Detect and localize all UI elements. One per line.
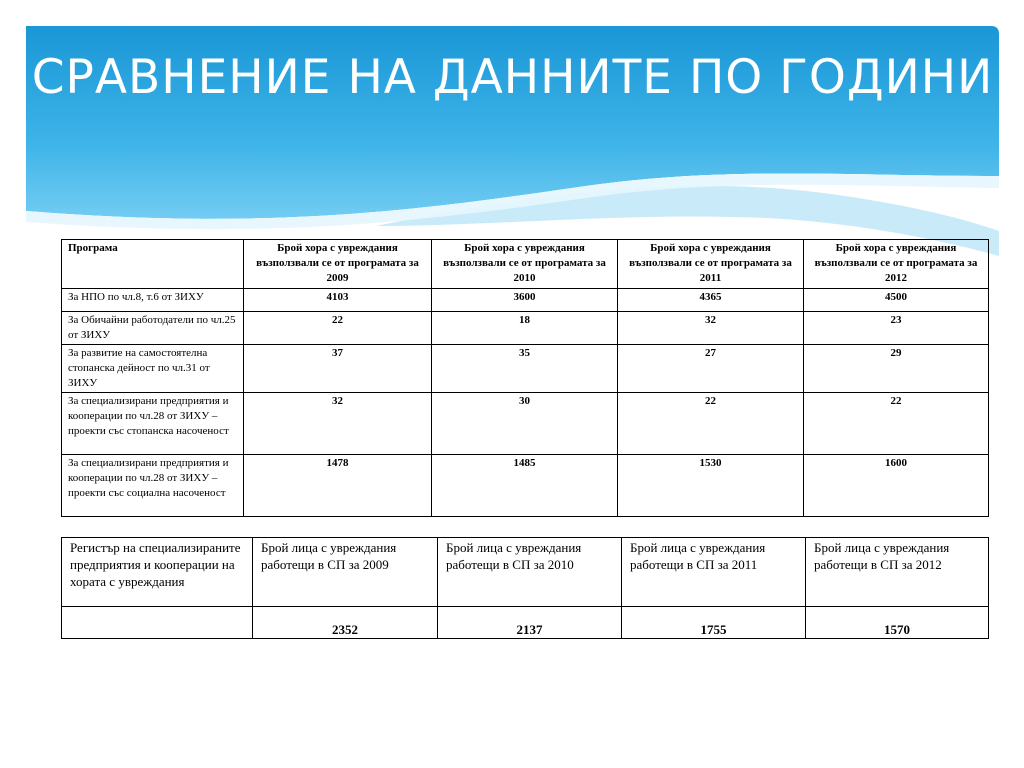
header-2011: Брой лица с увреждания работещи в СП за 2011: [622, 538, 806, 607]
value-2010: 18: [432, 312, 618, 345]
header-2009: Брой лица с увреждания работещи в СП за 2009: [253, 538, 438, 607]
program-name: За развитие на самостоятелна стопанска дейност по чл.31 от ЗИХУ: [62, 345, 244, 393]
program-name: За специализирани предприятия и кооперации по чл.28 от ЗИХУ – проекти със социална насоченост: [62, 455, 244, 517]
header-register: Регистър на специализираните предприятия и кооперации на хората с увреждания: [62, 538, 253, 607]
table-row: [62, 289, 989, 312]
value-2009: 22: [244, 312, 432, 345]
value-2012: 1600: [804, 455, 989, 517]
value-2010: 30: [432, 393, 618, 455]
value-2012: 1570: [806, 607, 989, 639]
slide-title: СРАВНЕНИЕ НА ДАННИТЕ ПО ГОДИНИ: [31, 50, 994, 105]
header-2012: Брой хора с увреждания възползвали се от програмата за 2012: [804, 240, 989, 289]
value-2011: 27: [618, 345, 804, 393]
header-2010: Брой хора с увреждания възползвали се от програмата за 2010: [432, 240, 618, 289]
header-2010: Брой лица с увреждания работещи в СП за 2010: [438, 538, 622, 607]
value-2012: 23: [804, 312, 989, 345]
value-2011: 1530: [618, 455, 804, 517]
program-name: За НПО по чл.8, т.6 от ЗИХУ: [62, 289, 244, 312]
table-row: [62, 455, 989, 517]
value-2009: 37: [244, 345, 432, 393]
value-2011: 4365: [618, 289, 804, 312]
value-empty: [62, 607, 253, 639]
value-2012: 4500: [804, 289, 989, 312]
value-2011: 32: [618, 312, 804, 345]
slide-header: [26, 26, 999, 256]
header-2009: Брой хора с увреждания възползвали се от програмата за 2009: [244, 240, 432, 289]
value-2009: 2352: [253, 607, 438, 639]
header-program: Програма: [62, 240, 244, 289]
value-2009: 4103: [244, 289, 432, 312]
value-2010: 1485: [432, 455, 618, 517]
table-row: [62, 393, 989, 455]
program-name: За Обичайни работодатели по чл.25 от ЗИХУ: [62, 312, 244, 345]
value-2009: 1478: [244, 455, 432, 517]
program-comparison-table: [61, 239, 989, 517]
table-header-row: [62, 538, 989, 607]
value-2009: 32: [244, 393, 432, 455]
value-2012: 22: [804, 393, 989, 455]
table-row: [62, 345, 989, 393]
table-header-row: [62, 240, 989, 289]
program-name: За специализирани предприятия и кооперации по чл.28 от ЗИХУ – проекти със стопанска насоченост: [62, 393, 244, 455]
value-2010: 2137: [438, 607, 622, 639]
value-2010: 3600: [432, 289, 618, 312]
value-2010: 35: [432, 345, 618, 393]
header-2012: Брой лица с увреждания работещи в СП за 2012: [806, 538, 989, 607]
value-2011: 1755: [622, 607, 806, 639]
register-employment-table: [61, 537, 989, 639]
table-row: [62, 312, 989, 345]
header-2011: Брой хора с увреждания възползвали се от програмата за 2011: [618, 240, 804, 289]
table-row: [62, 607, 989, 639]
value-2011: 22: [618, 393, 804, 455]
value-2012: 29: [804, 345, 989, 393]
